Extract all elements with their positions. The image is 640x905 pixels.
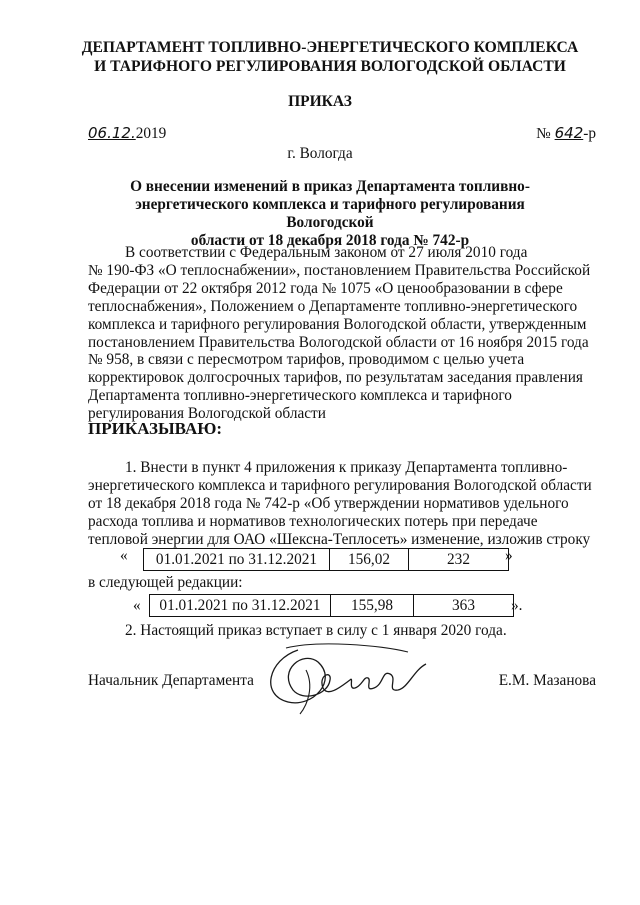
subject-line-2: энергетического комплекса и тарифного регулирования Вологодской (135, 196, 525, 231)
preamble-line: комплекса и тарифного регулирования Вологодской области, утвержденным (88, 315, 587, 333)
number-suffix: -р (583, 125, 596, 142)
signature-stroke (300, 670, 310, 714)
document-date (88, 124, 166, 143)
preamble-line: Департамента топливно-энергетического комплекса и тарифного (88, 387, 512, 405)
item-1-line: 1. Внести в пункт 4 приложения к приказу Департамента топливно- (125, 459, 568, 476)
new-row-value-1: 155,98 (331, 595, 414, 617)
date-handwritten: 06.12. (88, 124, 136, 142)
new-row-value-2: 363 (414, 595, 514, 617)
new-row-open-quote: « (133, 597, 141, 614)
signatory-title: Начальник Департамента (88, 672, 254, 689)
number-prefix: № (536, 125, 551, 142)
new-row-period: 01.01.2021 по 31.12.2021 (150, 595, 331, 617)
handwritten-signature (258, 640, 448, 720)
new-edition-label: в следующей редакции: (88, 574, 243, 591)
item-1-line: от 18 декабря 2018 года № 742-р «Об утверждении нормативов удельного (88, 494, 569, 512)
document-number (536, 124, 596, 143)
new-row-close-quote: ». (511, 597, 523, 614)
new-row-table (149, 594, 514, 617)
old-row-close-quote: » (505, 547, 513, 564)
preamble-line: постановлением Правительства Вологодской области от 16 ноября 2015 года (88, 333, 589, 351)
preamble-line: регулирования Вологодской области (88, 405, 326, 423)
number-handwritten: 642 (554, 124, 584, 142)
department-line-1: ДЕПАРТАМЕНТ ТОПЛИВНО-ЭНЕРГЕТИЧЕСКОГО КОМПЛЕКСА (81, 39, 579, 56)
preamble-line: № 190-ФЗ «О теплоснабжении», постановлением Правительства Российской (88, 261, 591, 279)
subject-heading (95, 178, 565, 250)
preamble-line: корректировок долгосрочных тарифов, по результатам заседания правления (88, 369, 583, 387)
preamble-line: В соответствии с Федеральным законом от 27 июля 2010 года (125, 244, 528, 261)
preamble-paragraph (88, 244, 600, 423)
item-1-line: расхода топлива и нормативов технологических потерь при передаче (88, 512, 538, 530)
city: г. Вологда (287, 145, 353, 162)
old-row-value-1: 156,02 (330, 549, 409, 571)
item-1-line: тепловой энергии для ОАО «Шексна-Теплосеть» изменение, изложив строку (88, 530, 591, 548)
document-title: ПРИКАЗ (288, 93, 352, 110)
preamble-line: Федерации от 22 октября 2012 года № 1075 «О ценообразовании в сфере (88, 279, 563, 297)
order-keyword: ПРИКАЗЫВАЮ: (88, 419, 223, 438)
department-line-2: И ТАРИФНОГО РЕГУЛИРОВАНИЯ ВОЛОГОДСКОЙ ОБЛАСТИ (94, 58, 566, 75)
preamble-line: теплоснабжения», Положением о Департаменте топливно-энергетического (88, 297, 578, 315)
table-row (150, 595, 514, 617)
old-row-value-2: 232 (409, 549, 509, 571)
signature-stroke (271, 650, 426, 703)
date-year: 2019 (135, 125, 167, 142)
item-1-line: энергетического комплекса и тарифного регулирования Вологодской области (88, 476, 592, 494)
old-row-open-quote: « (120, 547, 128, 564)
old-row-period: 01.01.2021 по 31.12.2021 (144, 549, 330, 571)
department-header (60, 38, 600, 76)
signature-stroke (286, 644, 408, 652)
item-1-paragraph (88, 459, 600, 549)
table-row (144, 549, 509, 571)
subject-line-3: области от 18 декабря 2018 года № 742-р (190, 232, 470, 249)
preamble-line: № 958, в связи с пересмотром тарифов, проводимом с целью учета (88, 351, 525, 369)
signatory-name: Е.М. Мазанова (498, 672, 596, 689)
subject-line-1: О внесении изменений в приказ Департамента топливно- (130, 178, 530, 195)
item-2: 2. Настоящий приказ вступает в силу с 1 января 2020 года. (125, 622, 507, 639)
old-row-table (143, 548, 509, 571)
